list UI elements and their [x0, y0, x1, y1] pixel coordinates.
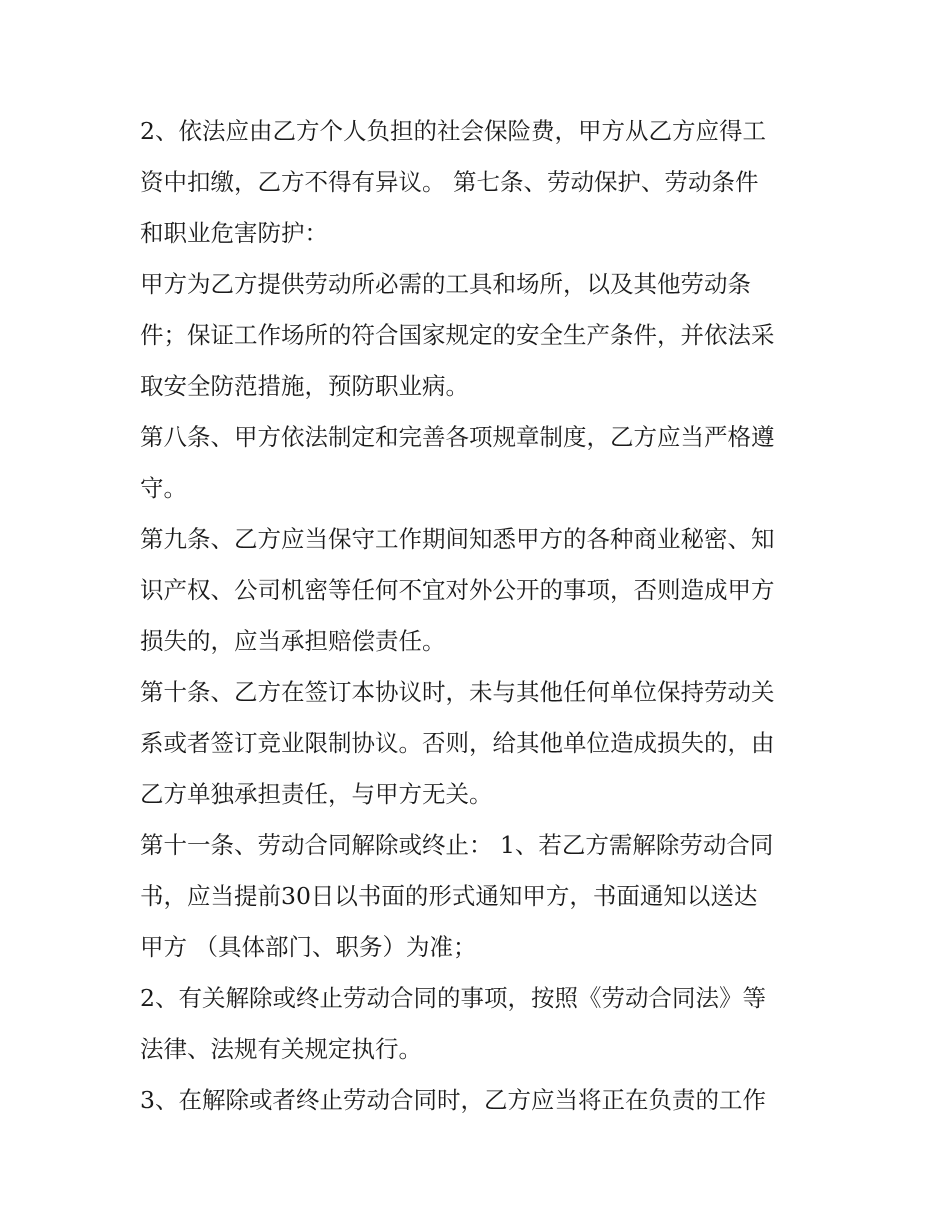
text-line: 守。 — [140, 474, 187, 502]
text-line: 书，应当提前30日以书面的形式通知甲方，书面通知以送达 — [140, 882, 758, 910]
text-line: 件；保证工作场所的符合国家规定的安全生产条件，并依法采 — [140, 321, 775, 349]
text-line: 3、在解除或者终止劳动合同时，乙方应当将正在负责的工作 — [140, 1086, 766, 1114]
text-line: 损失的，应当承担赔偿责任。 — [140, 627, 446, 655]
text-line: 识产权、公司机密等任何不宜对外公开的事项，否则造成甲方 — [140, 576, 775, 604]
text-line: 第九条、乙方应当保守工作期间知悉甲方的各种商业秘密、知 — [140, 525, 775, 553]
text-line: 和职业危害防护： — [140, 219, 328, 247]
text-line: 资中扣缴，乙方不得有异议。 第七条、劳动保护、劳动条件 — [140, 168, 759, 196]
text-line: 2、有关解除或终止劳动合同的事项，按照《劳动合同法》等 — [140, 984, 766, 1012]
text-line: 取安全防范措施，预防职业病。 — [140, 372, 469, 400]
text-line: 甲方 （具体部门、职务）为准； — [140, 933, 477, 961]
text-line: 乙方单独承担责任，与甲方无关。 — [140, 780, 493, 808]
document-body — [140, 106, 820, 1126]
text-line: 系或者签订竞业限制协议。否则，给其他单位造成损失的，由 — [140, 729, 775, 757]
text-line: 第十条、乙方在签订本协议时，未与其他任何单位保持劳动关 — [140, 678, 775, 706]
text-line: 第八条、甲方依法制定和完善各项规章制度，乙方应当严格遵 — [140, 423, 775, 451]
text-line: 法律、法规有关规定执行。 — [140, 1035, 422, 1063]
text-line: 甲方为乙方提供劳动所必需的工具和场所，以及其他劳动条 — [140, 270, 751, 298]
text-line: 2、依法应由乙方个人负担的社会保险费，甲方从乙方应得工 — [140, 117, 766, 145]
text-line: 第十一条、劳动合同解除或终止： 1、若乙方需解除劳动合同 — [140, 831, 774, 859]
